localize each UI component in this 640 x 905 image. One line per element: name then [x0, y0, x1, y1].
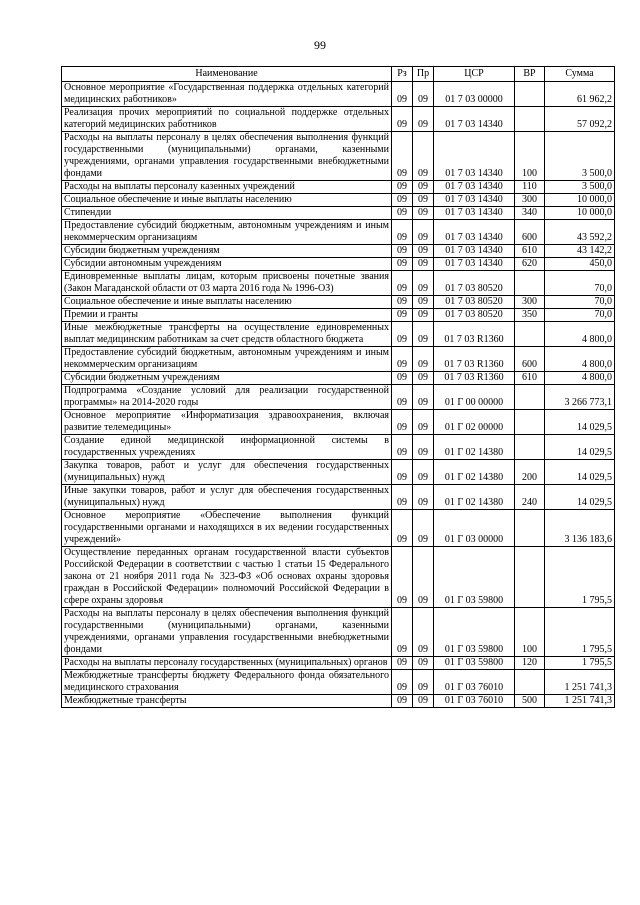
row-sum: 1 795,5 [545, 547, 615, 608]
table-row [62, 385, 615, 410]
row-rz: 09 [392, 460, 413, 485]
row-pr: 09 [413, 385, 434, 410]
row-vr: 350 [515, 309, 545, 322]
row-sum: 70,0 [545, 296, 615, 309]
row-vr: 620 [515, 258, 545, 271]
row-vr: 110 [515, 181, 545, 194]
row-name: Расходы на выплаты персоналу в целях обеспечения выполнения функций государственными (муниципальными) органами, казенными учреждениями, органами управления государственными внебюджетными фондами [62, 608, 392, 657]
row-vr: 610 [515, 245, 545, 258]
row-pr: 09 [413, 271, 434, 296]
row-csr: 01 Г 03 59800 [434, 547, 515, 608]
row-vr [515, 385, 545, 410]
row-sum: 70,0 [545, 309, 615, 322]
table-row [62, 410, 615, 435]
row-sum: 1 795,5 [545, 657, 615, 670]
table-row [62, 309, 615, 322]
row-csr: 01 7 03 R1360 [434, 372, 515, 385]
row-sum: 43 592,2 [545, 220, 615, 245]
row-pr: 09 [413, 296, 434, 309]
row-vr [515, 82, 545, 107]
table-row [62, 194, 615, 207]
row-rz: 09 [392, 296, 413, 309]
row-rz: 09 [392, 322, 413, 347]
row-sum: 1 251 741,3 [545, 670, 615, 695]
row-name: Осуществление переданных органам государственной власти субъектов Российской Федерации в соответствии с частью 1 статьи 15 Федерального закона от 21 ноября 2011 года № 323-ФЗ «Об основах охраны здоровья граждан в Российской Федерации» полномочий Российской Федерации в сфере охраны здоровья [62, 547, 392, 608]
row-name: Межбюджетные трансферты бюджету Федерального фонда обязательного медицинского страхования [62, 670, 392, 695]
row-rz: 09 [392, 132, 413, 181]
table-row [62, 322, 615, 347]
row-sum: 14 029,5 [545, 435, 615, 460]
row-rz: 09 [392, 670, 413, 695]
table-row [62, 435, 615, 460]
row-vr: 500 [515, 695, 545, 708]
row-rz: 09 [392, 485, 413, 510]
row-name: Премии и гранты [62, 309, 392, 322]
row-sum: 14 029,5 [545, 485, 615, 510]
table-row [62, 271, 615, 296]
row-vr: 300 [515, 296, 545, 309]
row-vr [515, 510, 545, 547]
table-row [62, 258, 615, 271]
row-pr: 09 [413, 485, 434, 510]
row-name: Основное мероприятие «Информатизация здравоохранения, включая развитие телемедицины» [62, 410, 392, 435]
row-csr: 01 7 03 14340 [434, 194, 515, 207]
row-pr: 09 [413, 194, 434, 207]
row-pr: 09 [413, 347, 434, 372]
table-row [62, 107, 615, 132]
row-sum: 14 029,5 [545, 460, 615, 485]
row-csr: 01 7 03 80520 [434, 296, 515, 309]
row-name: Подпрограмма «Создание условий для реализации государственной программы» на 2014-2020 годы [62, 385, 392, 410]
row-vr: 300 [515, 194, 545, 207]
row-rz: 09 [392, 695, 413, 708]
row-name: Предоставление субсидий бюджетным, автономным учреждениям и иным некоммерческим организациям [62, 220, 392, 245]
budget-table [61, 66, 615, 708]
row-csr: 01 7 03 14340 [434, 245, 515, 258]
row-rz: 09 [392, 385, 413, 410]
row-csr: 01 Г 02 14380 [434, 460, 515, 485]
row-pr: 09 [413, 410, 434, 435]
row-rz: 09 [392, 547, 413, 608]
row-rz: 09 [392, 207, 413, 220]
row-csr: 01 Г 02 14380 [434, 435, 515, 460]
row-sum: 4 800,0 [545, 372, 615, 385]
row-rz: 09 [392, 107, 413, 132]
row-vr [515, 271, 545, 296]
page-number: 99 [314, 38, 326, 52]
table-row [62, 372, 615, 385]
row-csr: 01 7 03 14340 [434, 207, 515, 220]
row-name: Социальное обеспечение и иные выплаты населению [62, 194, 392, 207]
row-name: Основное мероприятие «Государственная поддержка отдельных категорий медицинских работников» [62, 82, 392, 107]
row-csr: 01 Г 03 76010 [434, 670, 515, 695]
row-name: Реализация прочих мероприятий по социальной поддержке отдельных категорий медицинских работников [62, 107, 392, 132]
row-sum: 4 800,0 [545, 347, 615, 372]
table-row [62, 82, 615, 107]
table-row [62, 547, 615, 608]
row-name: Единовременные выплаты лицам, которым присвоены почетные звания (Закон Магаданской области от 03 марта 2016 года № 1996-ОЗ) [62, 271, 392, 296]
row-vr: 600 [515, 347, 545, 372]
row-pr: 09 [413, 695, 434, 708]
table-row [62, 132, 615, 181]
header-csr: ЦСР [434, 67, 515, 82]
row-pr: 09 [413, 322, 434, 347]
row-sum: 4 800,0 [545, 322, 615, 347]
row-pr: 09 [413, 547, 434, 608]
row-sum: 3 500,0 [545, 132, 615, 181]
row-name: Основное мероприятие «Обеспечение выполнения функций государственными органами и находящихся в их ведении государственных учреждений» [62, 510, 392, 547]
row-sum: 1 795,5 [545, 608, 615, 657]
row-rz: 09 [392, 435, 413, 460]
row-pr: 09 [413, 132, 434, 181]
row-sum: 61 962,2 [545, 82, 615, 107]
row-csr: 01 Г 02 00000 [434, 410, 515, 435]
row-vr: 600 [515, 220, 545, 245]
row-csr: 01 7 03 14340 [434, 220, 515, 245]
row-rz: 09 [392, 372, 413, 385]
row-csr: 01 7 03 R1360 [434, 347, 515, 372]
table-row [62, 485, 615, 510]
row-sum: 10 000,0 [545, 207, 615, 220]
row-csr: 01 Г 03 00000 [434, 510, 515, 547]
row-pr: 09 [413, 309, 434, 322]
row-name: Расходы на выплаты персоналу государственных (муниципальных) органов [62, 657, 392, 670]
row-csr: 01 7 03 14340 [434, 132, 515, 181]
row-csr: 01 7 03 00000 [434, 82, 515, 107]
row-rz: 09 [392, 309, 413, 322]
row-sum: 3 136 183,6 [545, 510, 615, 547]
row-pr: 09 [413, 82, 434, 107]
row-vr: 120 [515, 657, 545, 670]
row-rz: 09 [392, 608, 413, 657]
row-vr [515, 670, 545, 695]
header-name: Наименование [62, 67, 392, 82]
header-rz: Рз [392, 67, 413, 82]
row-name: Межбюджетные трансферты [62, 695, 392, 708]
row-name: Стипендии [62, 207, 392, 220]
row-vr [515, 322, 545, 347]
row-pr: 09 [413, 460, 434, 485]
row-rz: 09 [392, 220, 413, 245]
row-name: Закупка товаров, работ и услуг для обеспечения государственных (муниципальных) нужд [62, 460, 392, 485]
row-csr: 01 7 03 14340 [434, 107, 515, 132]
row-pr: 09 [413, 670, 434, 695]
table-row [62, 510, 615, 547]
row-sum: 57 092,2 [545, 107, 615, 132]
row-csr: 01 Г 03 59800 [434, 608, 515, 657]
row-rz: 09 [392, 271, 413, 296]
row-vr: 610 [515, 372, 545, 385]
row-csr: 01 Г 00 00000 [434, 385, 515, 410]
row-vr: 340 [515, 207, 545, 220]
row-csr: 01 7 03 80520 [434, 309, 515, 322]
table-row [62, 695, 615, 708]
row-vr: 200 [515, 460, 545, 485]
row-vr: 100 [515, 608, 545, 657]
row-pr: 09 [413, 372, 434, 385]
row-pr: 09 [413, 608, 434, 657]
row-csr: 01 7 03 80520 [434, 271, 515, 296]
row-sum: 1 251 741,3 [545, 695, 615, 708]
row-name: Субсидии автономным учреждениям [62, 258, 392, 271]
row-sum: 10 000,0 [545, 194, 615, 207]
row-vr: 100 [515, 132, 545, 181]
row-rz: 09 [392, 181, 413, 194]
row-vr: 240 [515, 485, 545, 510]
row-sum: 450,0 [545, 258, 615, 271]
row-csr: 01 Г 02 14380 [434, 485, 515, 510]
table-row [62, 207, 615, 220]
row-vr [515, 410, 545, 435]
table-row [62, 657, 615, 670]
table-row [62, 608, 615, 657]
table-row [62, 296, 615, 309]
row-vr [515, 435, 545, 460]
row-pr: 09 [413, 258, 434, 271]
row-csr: 01 Г 03 76010 [434, 695, 515, 708]
table-row [62, 181, 615, 194]
row-rz: 09 [392, 347, 413, 372]
header-pr: Пр [413, 67, 434, 82]
row-rz: 09 [392, 510, 413, 547]
row-sum: 3 266 773,1 [545, 385, 615, 410]
row-vr [515, 107, 545, 132]
row-pr: 09 [413, 181, 434, 194]
table-row [62, 245, 615, 258]
row-sum: 43 142,2 [545, 245, 615, 258]
row-pr: 09 [413, 220, 434, 245]
row-csr: 01 7 03 R1360 [434, 322, 515, 347]
row-sum: 14 029,5 [545, 410, 615, 435]
row-name: Создание единой медицинской информационной системы в государственных учреждениях [62, 435, 392, 460]
row-name: Иные закупки товаров, работ и услуг для обеспечения государственных (муниципальных) нужд [62, 485, 392, 510]
row-name: Субсидии бюджетным учреждениям [62, 372, 392, 385]
table-row [62, 347, 615, 372]
table-header-row [62, 67, 615, 82]
row-rz: 09 [392, 245, 413, 258]
row-vr [515, 547, 545, 608]
row-name: Субсидии бюджетным учреждениям [62, 245, 392, 258]
row-csr: 01 7 03 14340 [434, 258, 515, 271]
row-rz: 09 [392, 410, 413, 435]
row-csr: 01 7 03 14340 [434, 181, 515, 194]
row-rz: 09 [392, 258, 413, 271]
row-pr: 09 [413, 435, 434, 460]
row-name: Иные межбюджетные трансферты на осуществление единовременных выплат медицинским работникам за счет средств областного бюджета [62, 322, 392, 347]
row-pr: 09 [413, 107, 434, 132]
header-vr: ВР [515, 67, 545, 82]
row-name: Социальное обеспечение и иные выплаты населению [62, 296, 392, 309]
row-pr: 09 [413, 207, 434, 220]
row-sum: 3 500,0 [545, 181, 615, 194]
row-rz: 09 [392, 194, 413, 207]
row-pr: 09 [413, 510, 434, 547]
table-row [62, 220, 615, 245]
row-name: Расходы на выплаты персоналу в целях обеспечения выполнения функций государственными (муниципальными) органами, казенными учреждениями, органами управления государственными внебюджетными фондами [62, 132, 392, 181]
row-pr: 09 [413, 657, 434, 670]
row-rz: 09 [392, 82, 413, 107]
table-row [62, 670, 615, 695]
row-sum: 70,0 [545, 271, 615, 296]
row-csr: 01 Г 03 59800 [434, 657, 515, 670]
row-name: Расходы на выплаты персоналу казенных учреждений [62, 181, 392, 194]
row-pr: 09 [413, 245, 434, 258]
row-rz: 09 [392, 657, 413, 670]
table-row [62, 460, 615, 485]
row-name: Предоставление субсидий бюджетным, автономным учреждениям и иным некоммерческим организациям [62, 347, 392, 372]
header-sum: Сумма [545, 67, 615, 82]
